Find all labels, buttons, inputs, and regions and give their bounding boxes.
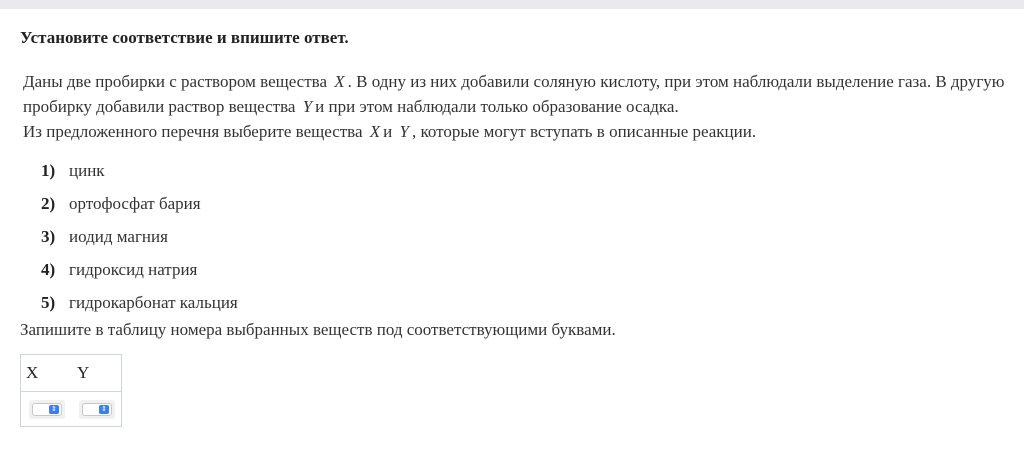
text-part: Даны две пробирки с раствором вещества <box>23 72 327 91</box>
option-item <box>41 220 238 253</box>
answer-y-select-box[interactable] <box>82 403 112 416</box>
option-text: гидрокарбонат кальция <box>69 292 238 312</box>
text-part: Из предложенного перечня выберите вещества <box>23 122 363 141</box>
task-heading: Установите соответствие и впишите ответ. <box>20 28 349 47</box>
var-y: Y <box>399 122 409 141</box>
answer-table <box>20 354 122 427</box>
instruction-text: Запишите в таблицу номера выбранных веществ под соответствующими буквами. <box>20 320 616 339</box>
options-list <box>41 154 238 319</box>
option-text: цинк <box>69 160 105 180</box>
task-text <box>23 69 1013 144</box>
up-down-chevron-icon[interactable]: ⇕ <box>49 405 59 414</box>
option-item <box>41 253 238 286</box>
text-part: и при этом наблюдали только образование осадка. <box>315 97 679 116</box>
column-x-label: X <box>26 363 39 382</box>
option-text: иодид магния <box>69 226 168 246</box>
option-number: 3) <box>41 226 56 246</box>
answer-table-select-row <box>21 392 121 428</box>
option-number: 1) <box>41 160 56 180</box>
answer-x-select[interactable] <box>29 400 65 419</box>
top-bar <box>0 0 1024 9</box>
text-part: , которые могут вступать в описанные реакции. <box>411 122 757 141</box>
option-item <box>41 154 238 187</box>
var-x: X <box>334 72 345 91</box>
answer-y-select[interactable] <box>79 400 115 419</box>
text-part: . В одну из них добавили соляную кислоту, при этом наблюдали выделение газа. В другую пробирку добавили раствор вещества <box>23 72 1005 116</box>
option-text: гидроксид натрия <box>69 259 198 279</box>
option-number: 5) <box>41 292 56 312</box>
option-item <box>41 286 238 319</box>
var-x: X <box>369 122 381 141</box>
option-number: 4) <box>41 259 56 279</box>
up-down-chevron-icon[interactable]: ⇕ <box>99 405 109 414</box>
text-part: и <box>383 122 393 141</box>
column-y-label: Y <box>77 363 90 382</box>
option-item <box>41 187 238 220</box>
option-number: 2) <box>41 193 56 213</box>
option-text: ортофосфат бария <box>69 193 201 213</box>
answer-table-header <box>21 355 121 392</box>
var-y: Y <box>302 97 313 116</box>
answer-x-select-box[interactable] <box>32 403 62 416</box>
